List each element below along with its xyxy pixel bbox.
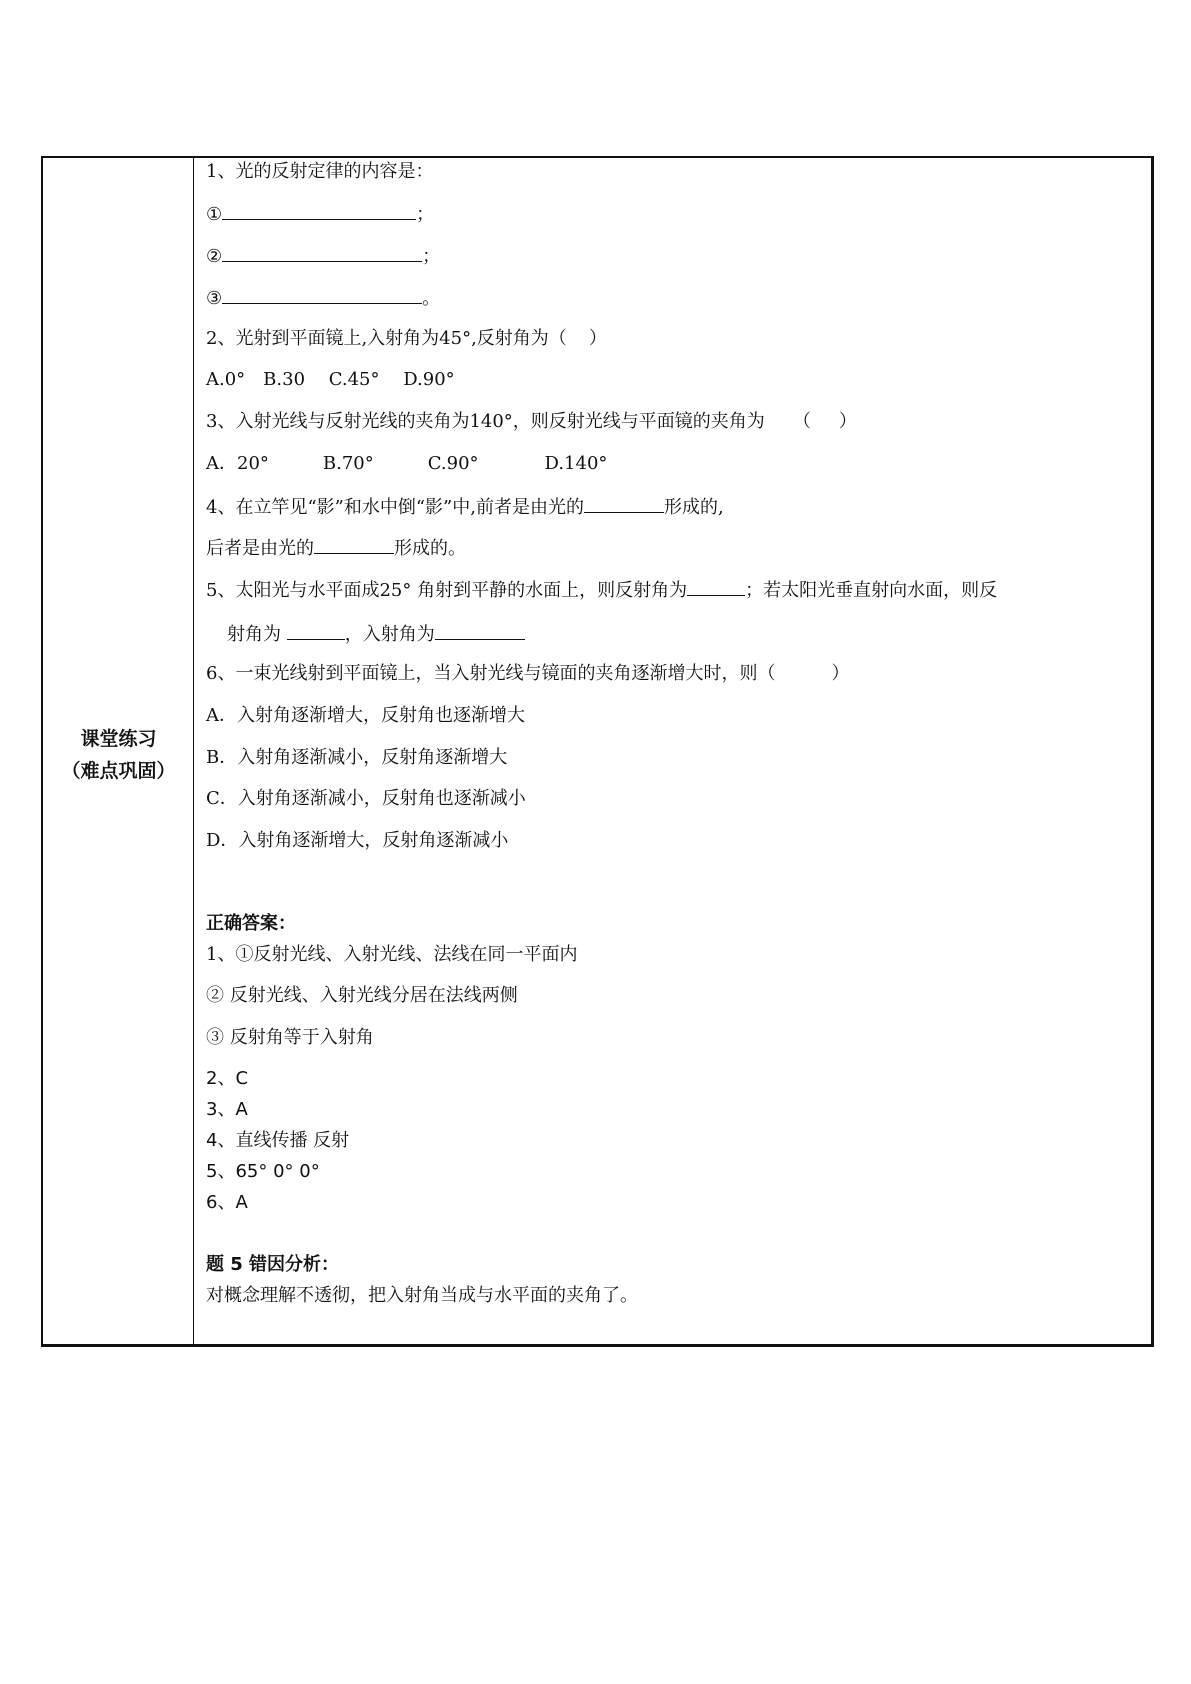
q6-option-b: B．入射角逐渐减小，反射角逐渐增大 — [206, 747, 508, 768]
q1-item-3 — [206, 285, 440, 311]
q3-stem — [206, 410, 857, 434]
q5-line-2 — [227, 621, 525, 647]
analysis-heading: 题 5 错因分析： — [206, 1254, 340, 1275]
q6-stem-text: 6、一束光线射到平面镜上，当入射光线与镜面的夹角逐渐增大时，则（ — [206, 663, 776, 684]
answer-3: 3、A — [206, 1099, 248, 1120]
q1-item-1-mark: ① — [206, 204, 223, 225]
q1-item-1 — [206, 201, 434, 227]
q1-item-3-mark: ③ — [206, 288, 223, 309]
q2-stem-end: ） — [588, 328, 607, 349]
q1-item-2-blank[interactable] — [222, 243, 422, 262]
q4-line-2-end: 形成的。 — [394, 538, 466, 559]
answer-4: 4、直线传播 反射 — [206, 1130, 350, 1151]
q6-stem — [206, 662, 849, 686]
row-label-cell — [43, 158, 194, 1344]
row-label-title: 课堂练习 — [80, 728, 157, 750]
content-cell — [194, 158, 1151, 1344]
q4-line-1-end: 形成的, — [663, 497, 724, 518]
row-label-subtitle: （难点巩固） — [61, 760, 176, 782]
q4-line-2 — [206, 535, 466, 561]
q4-line-1-text: 4、在立竿见“影”和水中倒“影”中,前者是由光的 — [206, 497, 584, 518]
q5-blank-1[interactable] — [687, 577, 745, 596]
q3-stem-text: 3、入射光线与反射光线的夹角为140°，则反射光线与平面镜的夹角为 — [206, 411, 765, 432]
q3-options — [206, 452, 607, 476]
analysis-text: 对概念理解不透彻，把入射角当成与水平面的夹角了。 — [206, 1285, 638, 1306]
answer-6: 6、A — [206, 1192, 248, 1213]
q4-blank-2[interactable] — [314, 535, 394, 554]
q3-option-a: A．20° — [206, 453, 269, 474]
q5-line-2-mid: ，入射角为 — [344, 624, 435, 645]
q1-stem: 1、光的反射定律的内容是： — [206, 161, 434, 182]
q6-option-d: D．入射角逐渐增大，反射角逐渐减小 — [206, 830, 509, 851]
q1-item-2-mark: ② — [206, 246, 223, 267]
q1-item-2-end: ； — [422, 246, 441, 267]
q5-line-2-text: 射角为 — [227, 624, 287, 645]
q5-line-1-text: 5、太阳光与水平面成25° 角射到平静的水面上，则反射角为 — [206, 580, 688, 601]
q5-line-1-mid: ；若太阳光垂直射向水面，则反 — [745, 580, 998, 601]
q6-option-a: A．入射角逐渐增大，反射角也逐渐增大 — [206, 705, 525, 726]
q2-stem — [206, 327, 607, 351]
q4-line-1 — [206, 494, 724, 520]
q4-line-2-text: 后者是由光的 — [206, 538, 314, 559]
q3-paren-open: （ — [792, 411, 811, 432]
q6-option-c: C．入射角逐渐减小，反射角也逐渐减小 — [206, 788, 526, 809]
q1-item-1-end: ； — [416, 204, 435, 225]
q2-stem-text: 2、光射到平面镜上,入射角为45°,反射角为（ — [206, 328, 567, 349]
q4-blank-1[interactable] — [584, 494, 664, 513]
q1-item-3-end: 。 — [422, 288, 441, 309]
answer-5: 5、65° 0° 0° — [206, 1161, 320, 1182]
answer-1-part-2: ② 反射光线、入射光线分居在法线两侧 — [206, 985, 518, 1006]
q1-item-2 — [206, 243, 440, 269]
q5-line-1 — [206, 577, 997, 603]
answer-1-part-1: 1、①反射光线、入射光线、法线在同一平面内 — [206, 944, 578, 965]
exercise-table — [41, 156, 1154, 1347]
q3-option-d: D.140° — [544, 453, 608, 474]
q3-option-b: B.70° — [322, 453, 374, 474]
q2-options: A.0° B.30 C.45° D.90° — [206, 369, 455, 390]
answer-2: 2、C — [206, 1068, 249, 1089]
q3-paren-close: ） — [838, 411, 857, 432]
q5-blank-2[interactable] — [287, 621, 345, 640]
q5-blank-3[interactable] — [435, 621, 525, 640]
answer-1-part-3: ③ 反射角等于入射角 — [206, 1027, 374, 1048]
q6-stem-end: ） — [831, 663, 850, 684]
answers-heading: 正确答案： — [206, 913, 296, 934]
q3-option-c: C.90° — [427, 453, 479, 474]
q1-item-3-blank[interactable] — [222, 285, 422, 304]
q1-item-1-blank[interactable] — [222, 201, 416, 220]
